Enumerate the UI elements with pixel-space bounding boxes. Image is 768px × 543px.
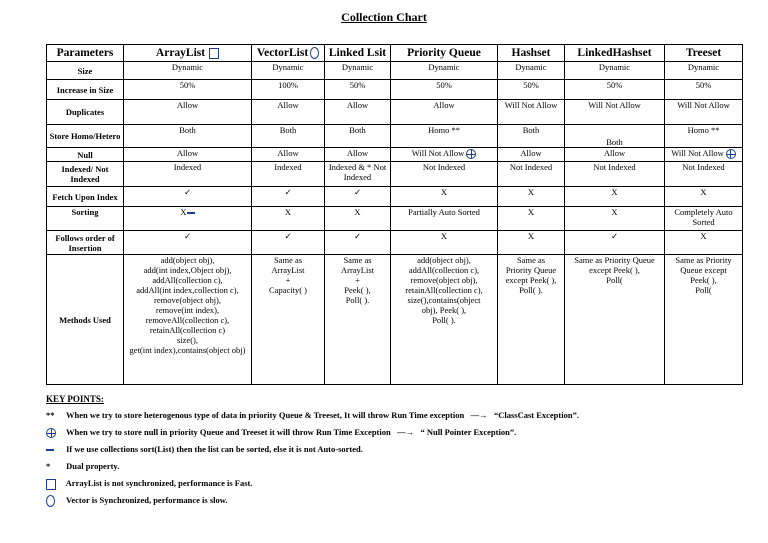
table-cell: Allow bbox=[498, 148, 565, 162]
table-cell: Completely Auto Sorted bbox=[665, 207, 743, 231]
oval-icon bbox=[310, 47, 319, 59]
key-point-item bbox=[46, 478, 746, 495]
table-cell: Both bbox=[325, 125, 391, 148]
param-cell: Size bbox=[47, 62, 124, 80]
header-cell: LinkedHashset bbox=[565, 45, 665, 62]
table-row bbox=[47, 62, 743, 80]
table-cell: Will Not Allow bbox=[665, 100, 743, 125]
table-cell: Homo ** bbox=[665, 125, 743, 148]
checkmark-icon: ✓ bbox=[124, 231, 252, 255]
square-icon bbox=[209, 48, 219, 59]
table-cell: Homo ** bbox=[391, 125, 498, 148]
param-cell: Duplicates bbox=[47, 100, 124, 125]
table-cell: Both bbox=[498, 125, 565, 148]
key-points bbox=[46, 394, 746, 512]
param-cell: Follows order of Insertion bbox=[47, 231, 124, 255]
methods-cell: Same as ArrayList + Peek( ), Poll( ). bbox=[325, 255, 391, 385]
table-cell: X bbox=[325, 207, 391, 231]
table-cell: 50% bbox=[665, 80, 743, 100]
table-cell: Dynamic bbox=[325, 62, 391, 80]
table-cell: Will Not Allow bbox=[565, 100, 665, 125]
table-row bbox=[47, 80, 743, 100]
header-cell: Parameters bbox=[47, 45, 124, 62]
checkmark-icon: ✓ bbox=[252, 231, 325, 255]
table-cell: X bbox=[391, 187, 498, 207]
table-cell bbox=[391, 148, 498, 162]
table-cell: 100% bbox=[252, 80, 325, 100]
collection-table bbox=[46, 44, 743, 385]
cell-text: X bbox=[180, 207, 187, 217]
header-cell: Priority Queue bbox=[391, 45, 498, 62]
table-cell: X bbox=[252, 207, 325, 231]
methods-cell: add(object obj), addAll(collection c), remove(object obj), retainAll(collection c), size(),contains(object obj), Peek( ), Poll( ). bbox=[391, 255, 498, 385]
table-cell: Not Indexed bbox=[498, 162, 565, 187]
table-row bbox=[47, 148, 743, 162]
table-cell: Allow bbox=[391, 100, 498, 125]
header-cell bbox=[252, 45, 325, 62]
table-cell: X bbox=[498, 187, 565, 207]
table-cell: Indexed bbox=[252, 162, 325, 187]
methods-cell: Same as Priority Queue except Peek( ), Poll( bbox=[565, 255, 665, 385]
table-cell: Dynamic bbox=[391, 62, 498, 80]
table-cell: Both bbox=[252, 125, 325, 148]
table-cell: Indexed bbox=[124, 162, 252, 187]
param-cell: Methods Used bbox=[47, 255, 124, 385]
param-cell: Fetch Upon Index bbox=[47, 187, 124, 207]
checkmark-icon: ✓ bbox=[252, 187, 325, 207]
param-cell: Null bbox=[47, 148, 124, 162]
table-cell bbox=[124, 207, 252, 231]
key-point-text: Dual property. bbox=[66, 461, 120, 471]
table-cell: Will Not Allow bbox=[498, 100, 565, 125]
table-cell: 50% bbox=[325, 80, 391, 100]
table-cell: Not Indexed bbox=[665, 162, 743, 187]
table-cell: Allow bbox=[565, 148, 665, 162]
header-label: ArrayList bbox=[155, 47, 206, 59]
checkmark-icon: ✓ bbox=[565, 231, 665, 255]
table-cell: Allow bbox=[325, 148, 391, 162]
methods-cell: add(object obj), add(int index,Object obj), addAll(collection c), addAll(int index,collection c), remove(object obj), remove(int index), removeAll(collection c), retainAll(collection c) size(), get(int index),contains(object obj) bbox=[124, 255, 252, 385]
arrow-icon: —→ bbox=[470, 410, 488, 420]
double-asterisk-symbol: ** bbox=[46, 410, 55, 420]
param-cell: Store Homo/Hetero bbox=[47, 125, 124, 148]
table-cell: 50% bbox=[498, 80, 565, 100]
table-cell: X bbox=[665, 231, 743, 255]
methods-cell: Same as Priority Queue except Peek( ), Poll( bbox=[665, 255, 743, 385]
table-cell: Dynamic bbox=[565, 62, 665, 80]
table-cell: Allow bbox=[252, 148, 325, 162]
table-cell bbox=[665, 148, 743, 162]
header-cell bbox=[124, 45, 252, 62]
table-cell: Dynamic bbox=[498, 62, 565, 80]
key-point-text: When we try to store null in priority Queue and Treeset it will throw Run Time Exception bbox=[65, 427, 391, 437]
checkmark-icon: ✓ bbox=[124, 187, 252, 207]
param-cell: Increase in Size bbox=[47, 80, 124, 100]
table-cell: Both bbox=[124, 125, 252, 148]
table-row bbox=[47, 187, 743, 207]
cell-text: Will Not Allow bbox=[411, 148, 465, 158]
table-row bbox=[47, 100, 743, 125]
header-cell: Linked Lsit bbox=[325, 45, 391, 62]
key-point-text: ArrayList is not synchronized, performance is Fast. bbox=[65, 478, 253, 488]
key-points-heading: KEY POINTS: bbox=[46, 394, 104, 404]
table-cell: Partially Auto Sorted bbox=[391, 207, 498, 231]
table-cell: Allow bbox=[252, 100, 325, 125]
param-cell: Indexed/ Not Indexed bbox=[47, 162, 124, 187]
page-title: Collection Chart bbox=[341, 10, 427, 24]
key-point-result: “ Null Pointer Exception”. bbox=[420, 427, 517, 437]
table-cell: X bbox=[565, 187, 665, 207]
table-row bbox=[47, 231, 743, 255]
dash-icon bbox=[46, 449, 54, 451]
table-cell: Not Indexed bbox=[391, 162, 498, 187]
table-cell: X bbox=[498, 207, 565, 231]
table-cell: Dynamic bbox=[124, 62, 252, 80]
table-cell: Dynamic bbox=[665, 62, 743, 80]
table-row bbox=[47, 255, 743, 385]
table-cell: X bbox=[665, 187, 743, 207]
key-point-item bbox=[46, 461, 746, 478]
table-cell: 50% bbox=[124, 80, 252, 100]
table-cell: X bbox=[498, 231, 565, 255]
table-cell: 50% bbox=[391, 80, 498, 100]
table-row bbox=[47, 125, 743, 148]
table-cell: Indexed & * Not Indexed bbox=[325, 162, 391, 187]
cell-text: Will Not Allow bbox=[671, 148, 724, 158]
table-cell: Allow bbox=[325, 100, 391, 125]
oval-icon bbox=[46, 495, 55, 507]
key-point-item bbox=[46, 444, 746, 461]
arrow-icon: —→ bbox=[397, 427, 415, 437]
key-point-text: If we use collections sort(List) then the list can be sorted, else it is not Auto-sorted. bbox=[66, 444, 363, 454]
asterisk-symbol: * bbox=[46, 461, 51, 471]
dash-icon bbox=[187, 212, 195, 214]
square-icon bbox=[46, 479, 56, 490]
key-point-item bbox=[46, 410, 746, 427]
key-point-result: “ClassCast Exception”. bbox=[493, 410, 579, 420]
plus-circle-icon bbox=[726, 149, 736, 159]
checkmark-icon: ✓ bbox=[325, 187, 391, 207]
header-label: VectorList bbox=[256, 47, 309, 59]
methods-cell: Same as Priority Queue except Peek( ), Poll( ). bbox=[498, 255, 565, 385]
key-point-text: Vector is Synchronized, performance is slow. bbox=[65, 495, 228, 505]
table-cell: Both bbox=[565, 125, 665, 148]
checkmark-icon: ✓ bbox=[325, 231, 391, 255]
table-cell: Dynamic bbox=[252, 62, 325, 80]
header-cell: Treeset bbox=[665, 45, 743, 62]
methods-cell: Same as ArrayList + Capacity( ) bbox=[252, 255, 325, 385]
plus-circle-icon bbox=[46, 428, 56, 438]
table-row bbox=[47, 162, 743, 187]
header-row bbox=[47, 45, 743, 62]
table-cell: 50% bbox=[565, 80, 665, 100]
header-cell: Hashset bbox=[498, 45, 565, 62]
key-point-item bbox=[46, 495, 746, 512]
key-point-item bbox=[46, 427, 746, 444]
table-cell: X bbox=[565, 207, 665, 231]
param-cell: Sorting bbox=[47, 207, 124, 231]
table-cell: X bbox=[391, 231, 498, 255]
table-cell: Allow bbox=[124, 100, 252, 125]
table-row bbox=[47, 207, 743, 231]
table-cell: Not Indexed bbox=[565, 162, 665, 187]
table-cell: Allow bbox=[124, 148, 252, 162]
key-point-text: When we try to store heterogenous type of data in priority Queue & Treeset, It will throw Run Time exception bbox=[65, 410, 465, 420]
plus-circle-icon bbox=[466, 149, 476, 159]
